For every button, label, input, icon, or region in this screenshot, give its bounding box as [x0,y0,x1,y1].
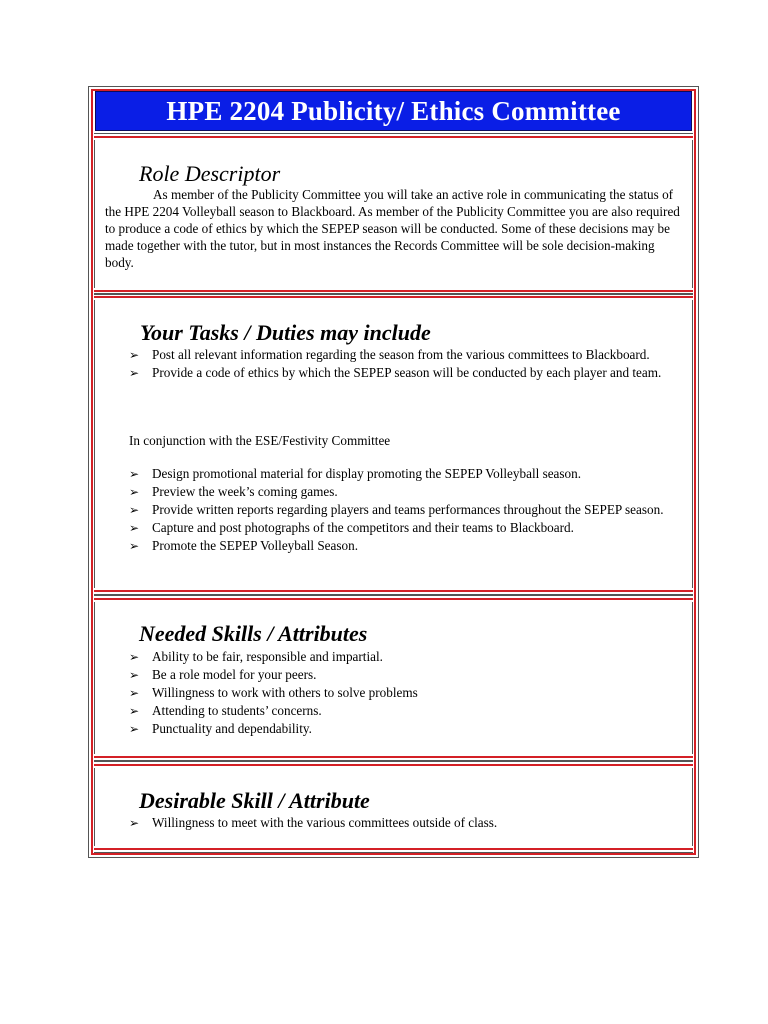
arrowhead-bullet-icon: ➢ [129,686,140,700]
list-item: ➢ Design promotional material for display promoting the SEPEP Volleyball season. [129,466,582,481]
arrowhead-bullet-icon: ➢ [129,650,140,664]
tasks-heading: Your Tasks / Duties may include [140,320,431,345]
list-item: ➢ Promote the SEPEP Volleyball Season. [129,538,358,553]
list-item: ➢ Punctuality and dependability. [129,721,312,736]
tasks-list-secondary [129,465,681,555]
arrowhead-bullet-icon: ➢ [129,521,140,535]
role-heading: Role Descriptor [139,161,281,186]
list-item: ➢ Preview the week’s coming games. [129,484,338,499]
page-title: HPE 2204 Publicity/ Ethics Committee [166,95,621,126]
arrowhead-bullet-icon: ➢ [129,485,140,499]
role-descriptor-section [94,133,693,295]
arrowhead-bullet-icon: ➢ [129,539,140,553]
conjunction-note: In conjunction with the ESE/Festivity Committee [129,433,391,448]
desirable-section [94,761,693,853]
arrowhead-bullet-icon: ➢ [129,503,140,517]
tasks-list-primary [129,346,681,382]
list-item: ➢ Attending to students’ concerns. [129,703,322,718]
arrowhead-bullet-icon: ➢ [129,704,140,718]
desirable-list [129,814,681,832]
arrowhead-bullet-icon: ➢ [129,366,140,380]
list-item: ➢ Be a role model for your peers. [129,667,317,682]
title-banner [95,91,692,131]
document-frame [88,86,699,858]
desirable-heading: Desirable Skill / Attribute [139,788,370,813]
list-item: ➢ Willingness to work with others to solve problems [129,685,418,700]
skills-heading: Needed Skills / Attributes [139,621,368,646]
tasks-section [94,293,693,595]
arrowhead-bullet-icon: ➢ [129,467,140,481]
list-item: ➢ Provide written reports regarding players and teams performances throughout the SEPEP season. [129,502,664,517]
list-item: ➢ Capture and post photographs of the competitors and their teams to Blackboard. [129,520,574,535]
arrowhead-bullet-icon: ➢ [129,668,140,682]
skills-list [129,648,681,738]
arrowhead-bullet-icon: ➢ [129,348,140,362]
arrowhead-bullet-icon: ➢ [129,722,140,736]
list-item: ➢ Willingness to meet with the various committees outside of class. [129,815,498,830]
skills-section [94,595,693,761]
arrowhead-bullet-icon: ➢ [129,816,140,830]
role-paragraph: As member of the Publicity Committee you will take an active role in communicating the status of the HPE 2204 Volleyball season to Blackboard. As member of the Publicity Committee you are also required to produce a code of ethics by which the SEPEP season will be conducted. Some of these decisions may be made together with the tutor, but in most instances the Records Committee will be sole decision-making body. [105,187,680,270]
list-item: ➢ Ability to be fair, responsible and impartial. [129,649,383,664]
list-item: ➢ Provide a code of ethics by which the SEPEP season will be conducted by each player and team. [129,365,662,380]
list-item: ➢ Post all relevant information regarding the season from the various committees to Blackboard. [129,347,650,362]
